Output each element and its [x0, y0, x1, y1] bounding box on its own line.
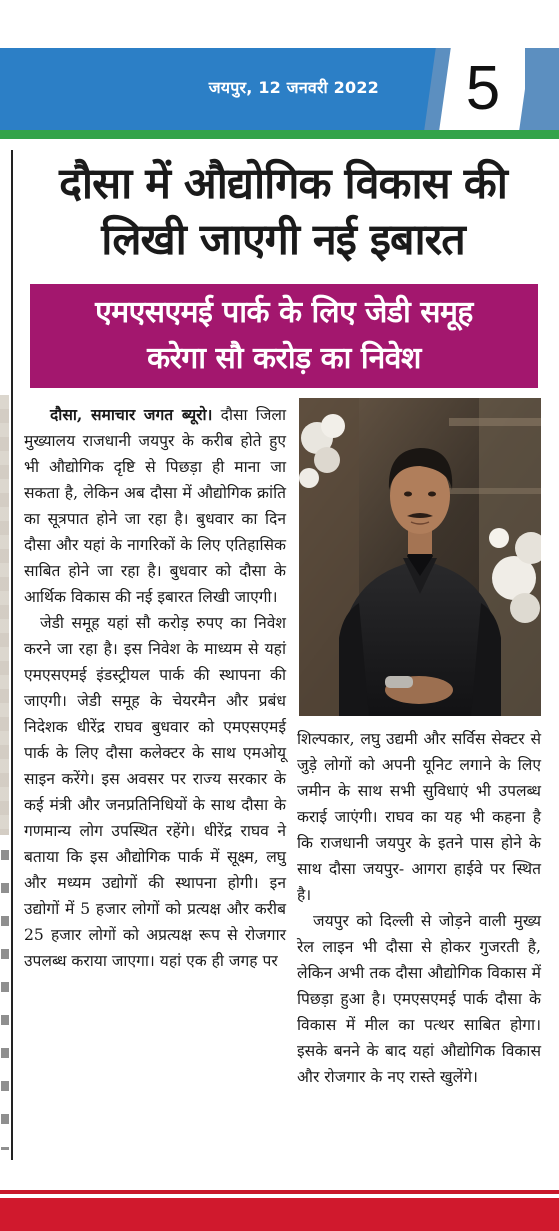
article-paragraph-3: शिल्पकार, लघु उद्यमी और सर्विस सेक्टर से जुड़े लोगों को अपनी यूनिट लगाने के लिए जमीन के साथ सभी सुविधाएं भी उपलब्ध कराई जाएंगी। राघव का यह भी कहना है कि राजधानी जयपुर के इतने पास होने के साथ दौसा जयपुर- आगरा हाईवे पर स्थित है।: [297, 730, 541, 904]
subheading-line-1: एमएसएमई पार्क के लिए जेडी समूह: [95, 295, 473, 330]
article-paragraph-4: जयपुर को दिल्ली से जोड़ने वाली मुख्य रेल लाइन भी दौसा से होकर गुजरती है, लेकिन अभी तक दौसा औद्योगिक विकास में पिछड़ा हुआ है। एमएसएमई पार्क दौसा के विकास में मील का पत्थर साबित होगा। इसके बनने के बाद यहां औद्योगिक विकास और रोजगार के नए रास्ते खुलेंगे।: [297, 912, 541, 1086]
headline-line-1: दौसा में औद्योगिक विकास की: [59, 159, 507, 209]
masthead-band: [0, 48, 559, 130]
adjacent-column-text-marks: [1, 850, 9, 1150]
masthead-band-right: [525, 48, 559, 130]
article-column-2: [297, 726, 541, 1090]
article-paragraph-1-text: दौसा जिला मुख्यालय राजधानी जयपुर के करीब होते हुए भी औद्योगिक दृष्टि से पिछड़ा ही माना जा सकता है, लेकिन अब दौसा में औद्योगिक क्रांति का सूत्रपात होने जा रहा है। बुधवार का दिन दौसा और यहां के नागरिकों के लिए एतिहासिक साबित होने जा रहा है। बुधवार को दौसा के आर्थिक विकास की नई इबारत लिखी जाएगी।: [24, 406, 286, 606]
top-margin: [0, 0, 559, 48]
masthead-green-rule: [0, 130, 559, 139]
portrait-photo-illustration: [299, 398, 541, 716]
subheading-line-2: करेगा सौ करोड़ का निवेश: [147, 341, 421, 376]
column-divider-rule: [11, 150, 13, 1160]
masthead-dateline: जयपुर, 12 जनवरी 2022: [208, 78, 379, 97]
subheading: [95, 290, 473, 382]
next-article-headline-strip: [0, 1198, 559, 1231]
bottom-red-rule: [0, 1190, 559, 1194]
article-paragraph-1: [24, 402, 286, 610]
adjacent-column-shading: [0, 395, 9, 835]
subheading-box: [30, 284, 538, 388]
article-column-1: [24, 402, 286, 974]
article-paragraph-2: जेडी समूह यहां सौ करोड़ रुपए का निवेश करने जा रहा है। इस निवेश के माध्यम से यहां एमएसएमई इंडस्ट्रीयल पार्क की स्थापना की जाएगी। जेडी समूह के चेयरमैन और प्रबंध निदेशक धीरेंद्र राघव बुधवार को एमएसएमई पार्क के लिए दौसा कलेक्टर के साथ एमओयू साइन करेंगे। इस अवसर पर राज्य सरकार के कई मंत्री और जनप्रतिनिधियों के साथ दौसा के गणमान्य लोग उपस्थित रहेंगे। धीरेंद्र राघव ने बताया कि इस औद्योगिक पार्क में सूक्ष्म, लघु और मध्यम उद्योगों की स्थापना होगी। इन उद्योगों में 5 हजार लोगों को प्रत्यक्ष और करीब 25 हजार लोगों को अप्रत्यक्ष रूप से रोजगार उपलब्ध कराया जाएगा। यहां एक ही जगह पर: [24, 614, 286, 970]
page-number: 5: [465, 54, 501, 123]
headline-line-2: लिखी जाएगी नई इबारत: [101, 215, 465, 265]
article-headline: [18, 156, 548, 268]
article-photo: [299, 398, 541, 716]
article-byline: दौसा, समाचार जगत ब्यूरो।: [50, 405, 213, 424]
